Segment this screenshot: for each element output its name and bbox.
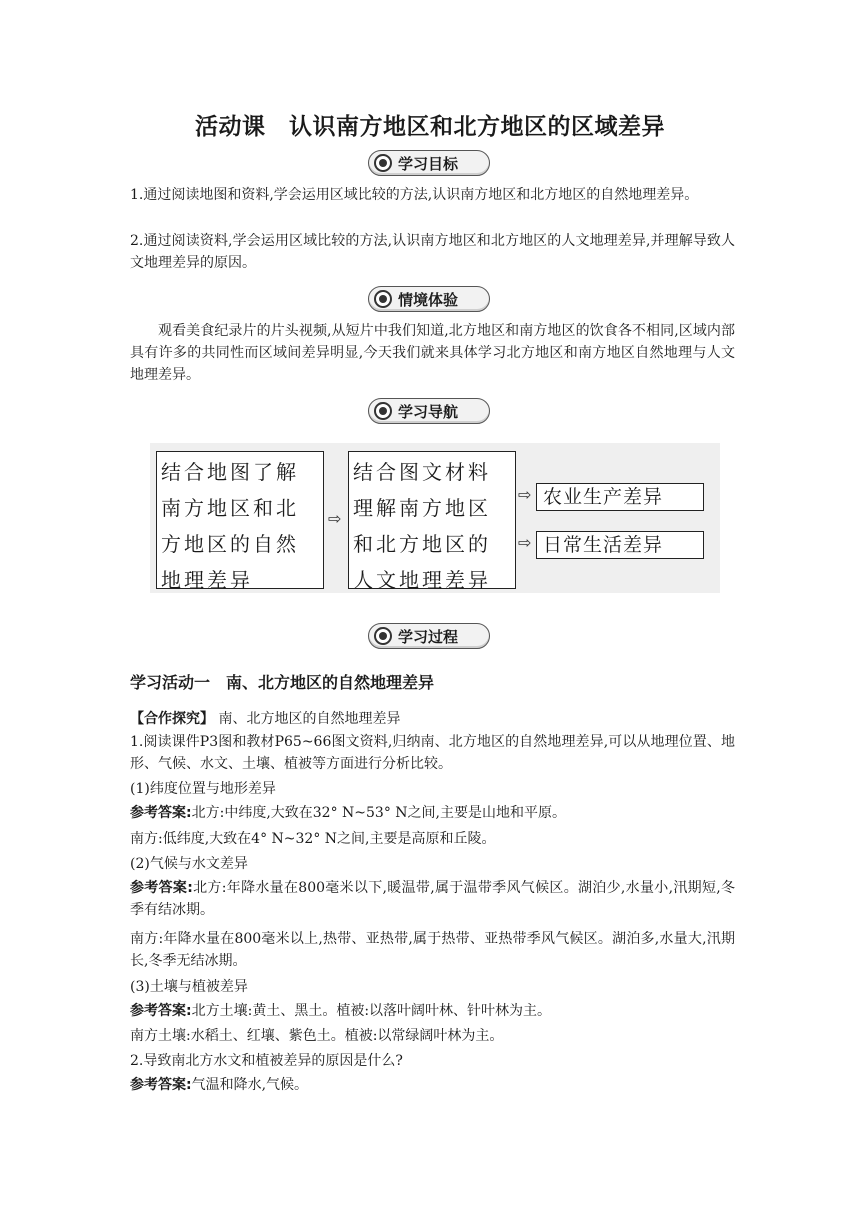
section-icon: [374, 290, 392, 308]
question-1: 1.阅读课件P3图和教材P65~66图文资料,归纳南、北方地区的自然地理差异,可以从地理位置、地形、气候、水文、土壤、植被等方面进行分析比较。: [130, 734, 735, 772]
answer-label: 参考答案:: [130, 1003, 192, 1019]
subsection-3: (3)土壤与植被差异: [130, 979, 248, 995]
coop-line: [130, 708, 735, 730]
answer-label: 参考答案:: [130, 1077, 192, 1093]
goal-1: 1.通过阅读地图和资料,学会运用区域比较的方法,认识南方地区和北方地区的自然地理差异。: [130, 187, 699, 203]
answer-3-north: [130, 1000, 735, 1022]
badge-label: 学习过程: [398, 627, 459, 646]
answer-label: 参考答案:: [130, 805, 192, 821]
answer-1-north: [130, 802, 735, 824]
badge-label: 情境体验: [398, 290, 459, 309]
subsection-1: (1)纬度位置与地形差异: [130, 781, 276, 797]
badge-process: [368, 623, 490, 649]
section-icon: [374, 402, 392, 420]
answer-3-south: 南方土壤:水稻土、红壤、紫色土。植被:以常绿阔叶林为主。: [130, 1028, 504, 1044]
flow-arrow-icon: ⇨: [518, 533, 532, 552]
activity-heading: 学习活动一 南、北方地区的自然地理差异: [130, 673, 435, 692]
flow-arrow-icon: ⇨: [518, 485, 532, 504]
section-icon: [374, 627, 392, 645]
answer-text: 北方土壤:黄土、黑土。植被:以落叶阔叶林、针叶林为主。: [191, 1003, 552, 1019]
guide-flowchart: [150, 443, 720, 593]
answer-text: 北方:年降水量在800毫米以下,暖温带,属于温带季风气候区。湖泊少,水量小,汛期短,冬季有结冰期。: [130, 880, 736, 918]
badge-learning-goals: [368, 150, 490, 176]
flow-branch-daily-life: 日常生活差异: [536, 531, 704, 559]
subsection-2: (2)气候与水文差异: [130, 856, 248, 872]
answer-text: 气温和降水,气候。: [191, 1077, 309, 1093]
coop-text: 南、北方地区的自然地理差异: [218, 711, 401, 727]
answer-text: 北方:中纬度,大致在32° N~53° N之间,主要是山地和平原。: [191, 805, 566, 821]
flow-box-natural: 结合地图了解南方地区和北方地区的自然地理差异: [156, 451, 324, 589]
answer-2-south: 南方:年降水量在800毫米以上,热带、亚热带,属于热带、亚热带季风气候区。湖泊多,水量大,汛期长,冬季无结冰期。: [130, 931, 735, 969]
badge-guide: [368, 398, 490, 424]
answer-q2: [130, 1074, 735, 1096]
flow-box-human: 结合图文材料理解南方地区和北方地区的人文地理差异: [348, 451, 516, 589]
question-2: 2.导致南北方水文和植被差异的原因是什么?: [130, 1053, 403, 1069]
badge-label: 学习导航: [398, 402, 459, 421]
badge-scenario: [368, 286, 490, 312]
answer-2-north: [130, 877, 735, 921]
answer-1-south: 南方:低纬度,大致在4° N~32° N之间,主要是高原和丘陵。: [130, 831, 496, 847]
page-title: 活动课 认识南方地区和北方地区的区域差异: [195, 114, 665, 140]
flow-branch-agriculture: 农业生产差异: [536, 483, 704, 511]
coop-label: 【合作探究】: [130, 711, 214, 727]
answer-label: 参考答案:: [130, 880, 193, 896]
badge-label: 学习目标: [398, 154, 459, 173]
section-icon: [374, 154, 392, 172]
flow-arrow-icon: ⇨: [328, 509, 342, 528]
scenario-text: 观看美食纪录片的片头视频,从短片中我们知道,北方地区和南方地区的饮食各不相同,区域内部具有许多的共同性而区域间差异明显,今天我们就来具体学习北方地区和南方地区自然地理与人文地理差异。: [130, 323, 735, 383]
goal-2: 2.通过阅读资料,学会运用区域比较的方法,认识南方地区和北方地区的人文地理差异,并理解导致人文地理差异的原因。: [130, 233, 735, 271]
